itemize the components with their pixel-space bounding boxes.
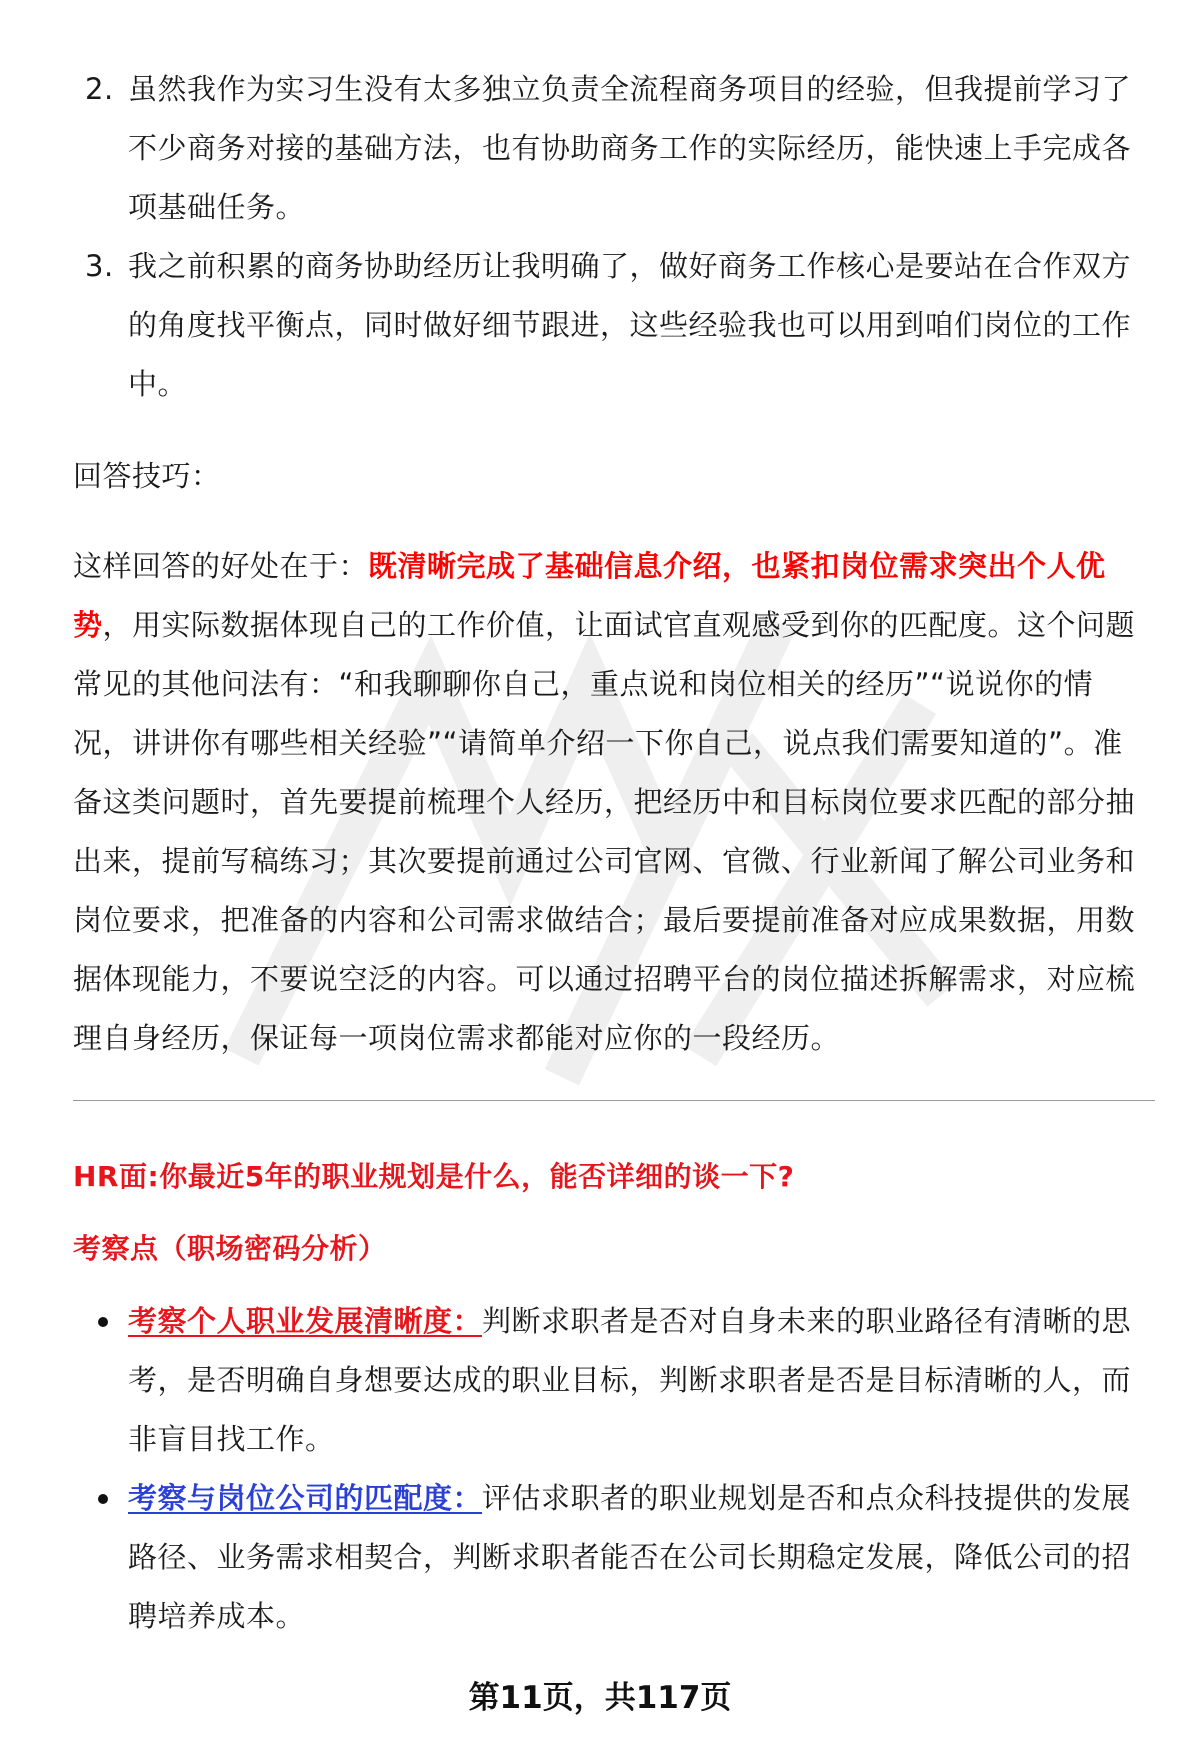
numbered-list [73,60,1145,414]
list-number: 3. [85,249,114,283]
tips-highlight: 既清晰完成了基础信息介绍，也紧扣岗位需求突出个人优势 [73,549,1106,642]
list-item-text: 虽然我作为实习生没有太多独立负责全流程商务项目的经验，但我提前学习了不少商务对接的基础方法，也有协助商务工作的实际经历，能快速上手完成各项基础任务。 [128,72,1132,224]
tips-body: ，用实际数据体现自己的工作价值，让面试官直观感受到你的匹配度。这个问题常见的其他问法有：“和我聊聊你自己，重点说和岗位相关的经历”“说说你的情况，讲讲你有哪些相关经验”“请简单介绍一下你自己，说点我们需要知道的”。准备这类问题时，首先要提前梳理个人经历，把经历中和目标岗位要求匹配的部分抽出来，提前写稿练习；其次要提前通过公司官网、官微、行业新闻了解公司业务和岗位要求，把准备的内容和公司需求做结合；最后要提前准备对应成果数据，用数据体现能力，不要说空泛的内容。可以通过招聘平台的岗位描述拆解需求，对应梳理自身经历，保证每一项岗位需求都能对应你的一段经历。 [73,608,1136,1055]
bullet-dot-icon [98,1494,108,1504]
list-item-text: 我之前积累的商务协助经历让我明确了，做好商务工作核心是要站在合作双方的角度找平衡点，同时做好细节跟进，这些经验我也可以用到咱们岗位的工作中。 [128,249,1132,401]
page-number: 第11页，共117页 [468,1680,732,1716]
list-item [73,1469,1145,1646]
question-heading: HR面:你最近5年的职业规划是什么，能否详细的谈一下? [73,1160,795,1193]
bullet-text: 评估求职者的职业规划是否和点众科技提供的发展路径、业务需求相契合，判断求职者能否在公司长期稳定发展，降低公司的招聘培养成本。 [128,1481,1132,1633]
tips-prefix: 这样回答的好处在于： [73,549,369,583]
bullet-list [73,1292,1145,1646]
bullet-lead: 考察个人职业发展清晰度： [128,1304,483,1338]
bullet-text: 判断求职者是否对自身未来的职业路径有清晰的思考，是否明确自身想要达成的职业目标，判断求职者是否是目标清晰的人，而非盲目找工作。 [128,1304,1132,1456]
list-item [73,60,1145,237]
section-divider [73,1100,1155,1101]
tips-label: 回答技巧： [73,459,221,493]
examine-heading: 考察点（职场密码分析） [73,1232,387,1265]
bullet-lead-link[interactable]: 考察与岗位公司的匹配度： [128,1481,483,1515]
list-item [73,1292,1145,1469]
list-number: 2. [85,72,114,106]
tips-paragraph [73,537,1145,1068]
list-item [73,237,1145,414]
bullet-dot-icon [98,1317,108,1327]
